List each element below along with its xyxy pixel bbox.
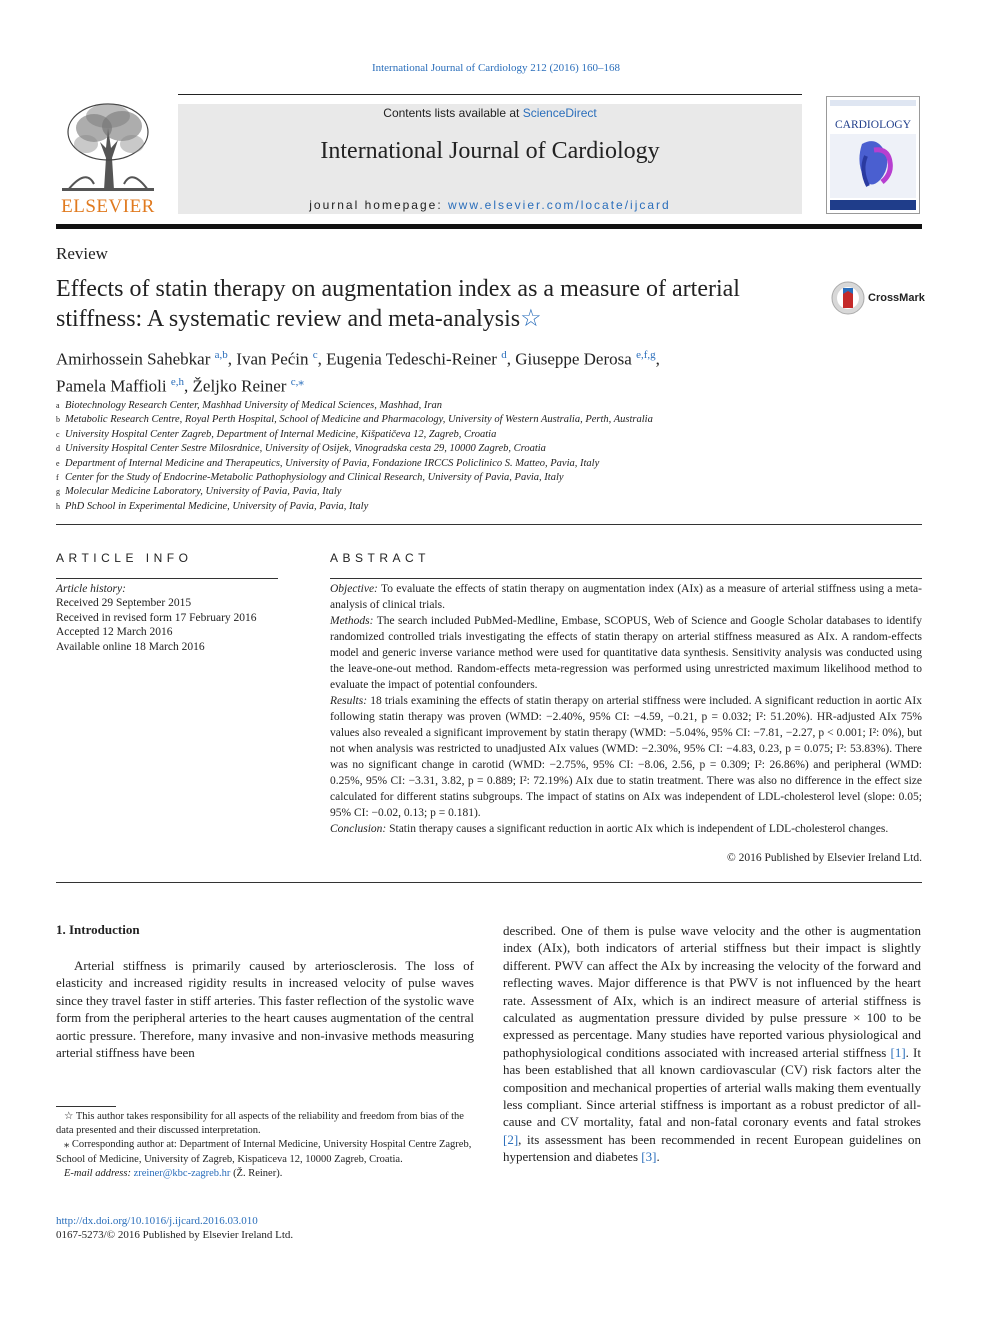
affiliation-item: [56, 471, 936, 485]
contents-available-line: [178, 106, 802, 120]
divider: [330, 578, 922, 579]
abstract-results: [330, 693, 922, 821]
affiliation-text: Biotechnology Research Center, Mashhad University of Medical Sciences, Mashhad, Iran: [65, 400, 442, 411]
history-item: Received in revised form 17 February 2016: [56, 611, 257, 624]
affiliation-item: [56, 413, 936, 427]
author-separator: ,: [317, 349, 327, 369]
abstract-body: [330, 581, 922, 837]
journal-homepage-link[interactable]: www.elsevier.com/locate/ijcard: [448, 198, 671, 212]
affiliation-item: [56, 399, 936, 413]
author-name[interactable]: Giuseppe Derosa: [515, 349, 632, 369]
reference-link[interactable]: [1]: [890, 1044, 906, 1060]
introduction-paragraph-continued: [503, 922, 921, 1166]
author-separator: ,: [227, 349, 237, 369]
affiliation-sup: f: [56, 473, 59, 483]
email-suffix: (Ž. Reiner).: [230, 1167, 283, 1179]
author-separator: ,: [184, 376, 193, 396]
author-name[interactable]: Željko Reiner: [192, 376, 287, 396]
journal-cover-image[interactable]: [826, 96, 920, 214]
footnote-corresponding: ⁎ Corresponding author at: Department of Internal Medicine, University Hospital Centre Zagreb, School of Medicine, University of Zagreb, Kispaticeva 12, 10000 Zagreb, Croatia.: [56, 1139, 472, 1165]
author-separator: ,: [655, 349, 660, 369]
affiliation-text: Molecular Medicine Laboratory, University of Pavia, Pavia, Italy: [65, 486, 342, 498]
abstract-heading: ABSTRACT: [330, 551, 431, 565]
affiliation-text: University Hospital Center Sestre Milosrdnice, University of Osijek, Vinogradska cesta 29, 10000 Zagreb, Croatia: [65, 443, 546, 455]
history-item: Available online 18 March 2016: [56, 640, 205, 653]
abstract-text: 18 trials examining the effects of statin therapy on arterial stiffness were included. A significant reduction in aortic AIx following statin therapy was proven (WMD: −2.40%, 95% CI: −4.59, −0.21, p = 0.032; I²: 51.20%). HR-adjusted AIx 75% values also revealed a significant improvement by statin therapy (WMD: −5.04%, 95% CI: −7.81, −2.27, p < 0.001; I²: 0%), but not when analysis was restricted to unadjusted AIx values (WMD: −2.30%, 95% CI: −4.83, 0.23, p = 0.075; I²: 53.83%). There was no significant change in carotid (WMD: −2.75%, 95% CI: −8.06, 2.56, p = 0.309; I²: 26.86%) and peripheral (WMD: 0.25%, 95% CI: −3.31, 3.82, p = 0.889; I²: 72.19%) AIx due to statin treatment. There was also no difference in the effect size calculated for different statins subgroups. The impact of statins on AIx was independent of LDL-cholesterol level (slope: 0.05; 95% CI: −0.02, 0.13; p = 0.181).: [330, 695, 922, 819]
reference-link[interactable]: [3]: [641, 1149, 657, 1165]
body-text: . It has been established that all known cardiovascular (CV) risk factors alter the composition and mechanical properties of arterial walls making them eventually less compliant. Since arterial stiffness is important as a robust predictor of all-cause and CV mortality, fatal and non-fatal coronary events and fatal strokes: [503, 1044, 921, 1130]
affiliation-item: [56, 428, 936, 442]
author-name[interactable]: Eugenia Tedeschi-Reiner: [326, 349, 497, 369]
author-name[interactable]: Pamela Maffioli: [56, 376, 167, 396]
abstract-label: Results:: [330, 695, 368, 707]
crossmark-label[interactable]: CrossMark: [868, 292, 925, 304]
journal-homepage-line: [178, 198, 802, 212]
author-affiliation-sup[interactable]: c: [312, 349, 318, 361]
author-affiliation-sup[interactable]: d: [501, 349, 507, 361]
introduction-heading: 1. Introduction: [56, 922, 140, 937]
body-text: described. One of them is pulse wave velocity and the other is augmentation index (AIx), both indicators of arterial stiffness but their impact is slightly different. PWV can affect the AIx by increasing the velocity of the forward and reflecting waves. Major difference is that PWV is not influenced by the heart rate. Assessment of AIx, which is an indirect measure of arterial stiffness is calculated as augmentation pressure divided by pulse pressure × 100 to be expressed as percentage. Many studies have reported various physiological and pathophysiological conditions associated with increased arterial stiffness: [503, 923, 921, 1060]
issn-line: 0167-5273/© 2016 Published by Elsevier Ireland Ltd.: [56, 1229, 294, 1241]
affiliation-sup: b: [56, 415, 60, 425]
affiliation-item: [56, 442, 936, 456]
affiliation-text: University Hospital Center Zagreb, Department of Internal Medicine, Kišpatičeva 12, Zagreb, Croatia: [65, 428, 497, 440]
journal-citation-link[interactable]: International Journal of Cardiology 212 (2016) 160–168: [371, 62, 621, 74]
article-info-heading: ARTICLE INFO: [56, 551, 193, 565]
homepage-prefix: journal homepage:: [309, 198, 448, 212]
abstract-methods: [330, 613, 922, 693]
affiliation-sup: a: [56, 401, 60, 410]
abstract-text: The search included PubMed-Medline, Embase, SCOPUS, Web of Science and Google Scholar databases to identify randomized controlled trials investigating the effects of statin therapy on arterial stiffness measured as AIx. A random-effects model and generic inverse variance method were used for quantitative data synthesis. Sensitivity analysis was conducted using the leave-one-out method. Random-effects meta-regression was performed using unrestricted maximum likelihood method to evaluate the impact of potential confounders.: [330, 615, 922, 691]
title-footnote-star-link[interactable]: ☆: [520, 306, 542, 332]
affiliation-sup: d: [56, 444, 60, 454]
abstract-copyright: © 2016 Published by Elsevier Ireland Ltd.: [727, 852, 922, 864]
divider: [56, 882, 330, 883]
history-label: Article history:: [56, 583, 126, 595]
affiliation-item: [56, 485, 936, 499]
reference-link[interactable]: [2]: [503, 1131, 519, 1147]
doi-link[interactable]: http://dx.doi.org/10.1016/j.ijcard.2016.03.010: [56, 1215, 258, 1227]
history-item: Accepted 12 March 2016: [56, 626, 173, 639]
elsevier-wordmark: ELSEVIER: [61, 196, 155, 217]
email-label: E-mail address:: [64, 1167, 134, 1179]
divider: [56, 578, 278, 579]
abstract-label: Conclusion:: [330, 823, 387, 835]
affiliation-list: [56, 399, 936, 514]
author-affiliation-sup[interactable]: a,b: [214, 349, 228, 361]
article-title-text: Effects of statin therapy on augmentation index as a measure of arterial stiffness: A systematic review and meta-analysis: [56, 276, 740, 332]
affiliation-sup: e: [56, 458, 60, 468]
author-name[interactable]: Ivan Pećin: [236, 349, 309, 369]
sciencedirect-link[interactable]: ScienceDirect: [522, 106, 597, 120]
affiliation-text: Metabolic Research Centre, Royal Perth Hospital, School of Medicine and Pharmacology, University of Western Australia, Perth, Australia: [65, 414, 653, 426]
introduction-paragraph: Arterial stiffness is primarily caused by arteriosclerosis. The loss of elasticity and increased rigidity results in increased velocity of pulse waves since they travel faster in stiff arteries. This faster reflection of the systolic wave form from the peripheral arteries to the heart causes augmentation of the central aortic pressure. Therefore, many invasive and non-invasive methods measuring arterial stiffness have been: [56, 958, 474, 1061]
abstract-text: To evaluate the effects of statin therapy on augmentation index (AIx) as a measure of arterial stiffness using a meta-analysis of clinical trials.: [330, 583, 922, 611]
contents-prefix: Contents lists available at: [383, 106, 523, 120]
email-link[interactable]: zreiner@kbc-zagreb.hr: [133, 1167, 231, 1179]
abstract-objective: [330, 581, 922, 613]
abstract-text: Statin therapy causes a significant reduction in aortic AIx which is independent of LDL-cholesterol changes.: [386, 823, 889, 835]
divider: [330, 882, 922, 883]
affiliation-sup: c: [56, 429, 60, 439]
author-affiliation-sup[interactable]: c,⁎: [290, 375, 304, 388]
footnote-star: ☆ This author takes responsibility for all aspects of the reliability and freedom from bias of the data presented and their discussed interpretation.: [56, 1111, 464, 1137]
affiliation-text: Department of Internal Medicine and Therapeutics, University of Pavia, Fondazione IRCCS Policlinico S. Matteo, Pavia, Italy: [65, 457, 600, 469]
abstract-label: Methods:: [330, 615, 374, 627]
footnote-divider: [56, 1106, 116, 1107]
author-affiliation-sup[interactable]: e,h: [170, 375, 185, 388]
header-top-rule: [178, 94, 802, 95]
author-separator: ,: [506, 349, 516, 369]
footnotes: [56, 1110, 474, 1181]
footnote-email: [56, 1167, 474, 1181]
affiliation-item: [56, 500, 936, 514]
divider: [56, 524, 922, 525]
affiliation-text: Center for the Study of Endocrine-Metabolic Pathophysiology and Clinical Research, University of Pavia, Pavia, Italy: [65, 472, 564, 484]
body-text: .: [656, 1149, 660, 1165]
body-text: , its assessment has been recommended in recent European guidelines on hypertension and diabetes: [503, 1131, 921, 1165]
cover-title: CARDIOLOGY: [834, 119, 912, 131]
section-type-label: Review: [56, 244, 108, 263]
history-item: Received 29 September 2015: [56, 597, 192, 610]
article-history: [56, 582, 296, 654]
affiliation-item: [56, 457, 936, 471]
abstract-label: Objective:: [330, 583, 378, 595]
affiliation-text: PhD School in Experimental Medicine, University of Pavia, Pavia, Italy: [65, 500, 369, 512]
affiliation-sup: h: [56, 501, 60, 511]
article-title: [56, 274, 796, 334]
author-affiliation-sup[interactable]: e,f,g: [636, 349, 656, 361]
affiliation-sup: g: [56, 487, 60, 497]
crossmark-icon[interactable]: [830, 280, 866, 316]
author-list: [56, 344, 816, 397]
abstract-conclusion: [330, 821, 922, 837]
header-bottom-rule: [56, 224, 922, 229]
journal-name: International Journal of Cardiology: [320, 138, 660, 164]
author-name[interactable]: Amirhossein Sahebkar: [56, 349, 211, 369]
